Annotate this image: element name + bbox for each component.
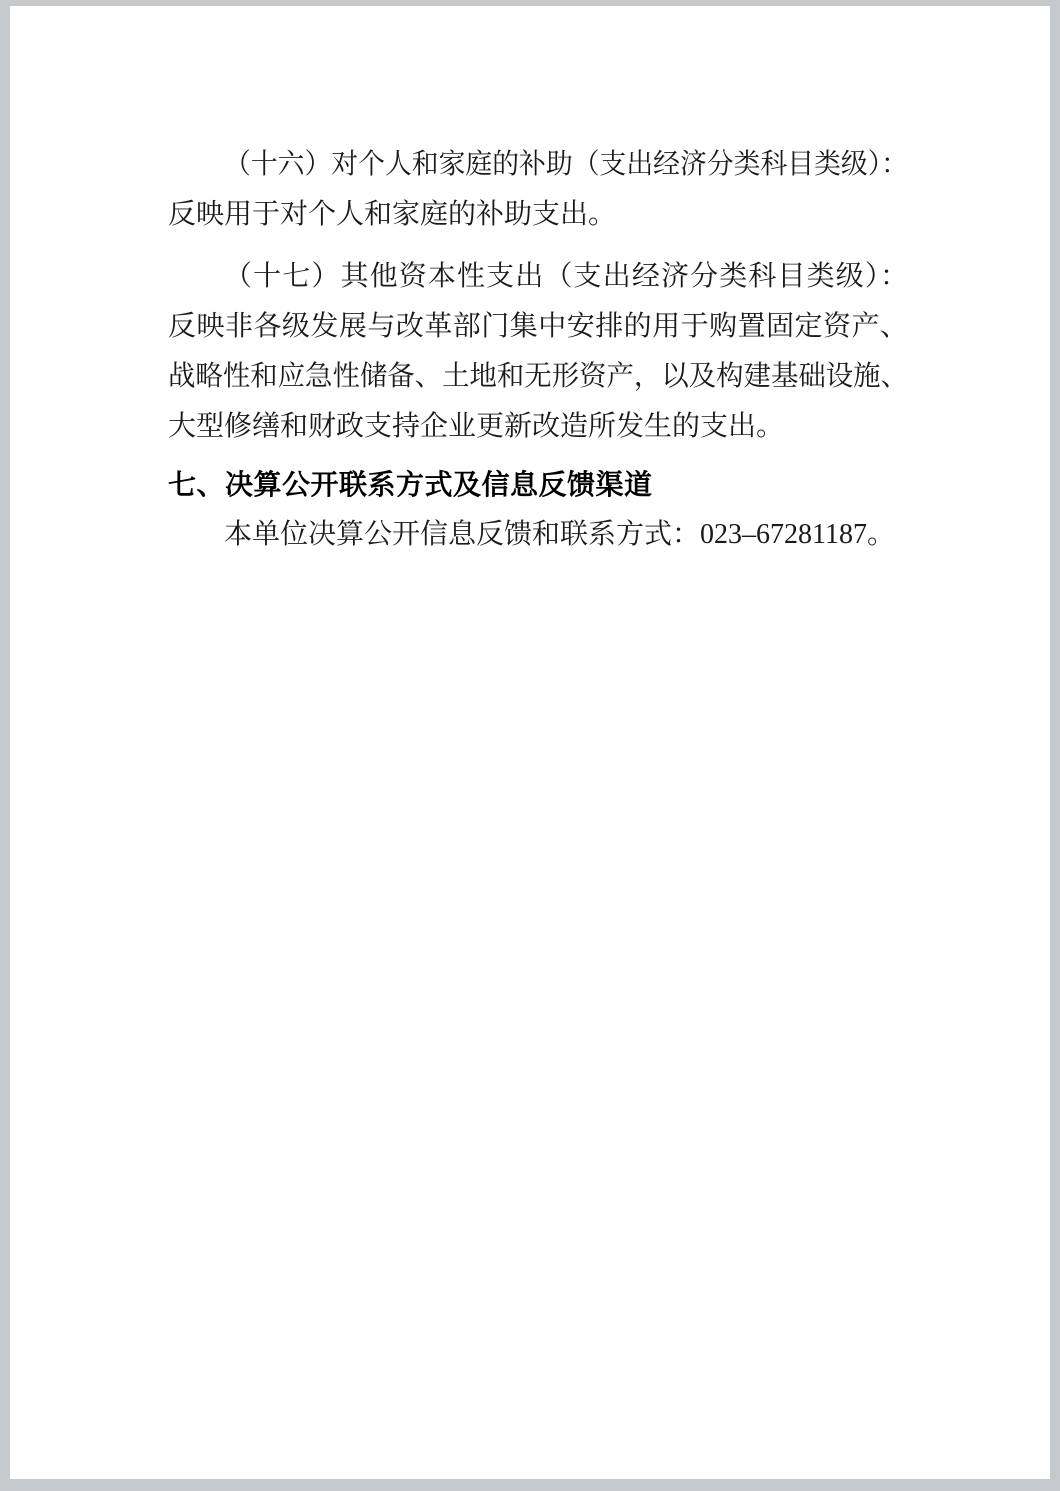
paragraph-16 [168,140,908,240]
contact-line: 本单位决算公开信息反馈和联系方式：023–67281187。 [224,519,895,550]
paragraph-17 [168,252,908,452]
text-line [168,140,908,190]
text-line [168,352,908,402]
document-content [168,140,908,560]
contact-paragraph [168,510,908,560]
text-line: 反映用于对个人和家庭的补助支出。 [168,199,617,230]
text-line: 大型修缮和财政支持企业更新改造所发生的支出。 [168,411,785,442]
text-line: （十七）其他资本性支出（支出经济分类科目类级）： [224,261,908,292]
text-line: 反映非各级发展与改革部门集中安排的用于购置固定资产、 [168,311,908,342]
text-line-content: （十六）对个人和家庭的补助（支出经济分类科目类级）： [224,149,908,180]
text-line-content: 战略性和应急性储备、土地和无形资产，以及构建基础设施、 [168,361,908,392]
document-page [10,6,1050,1479]
section-7-heading: 七、决算公开联系方式及信息反馈渠道 [168,469,653,500]
